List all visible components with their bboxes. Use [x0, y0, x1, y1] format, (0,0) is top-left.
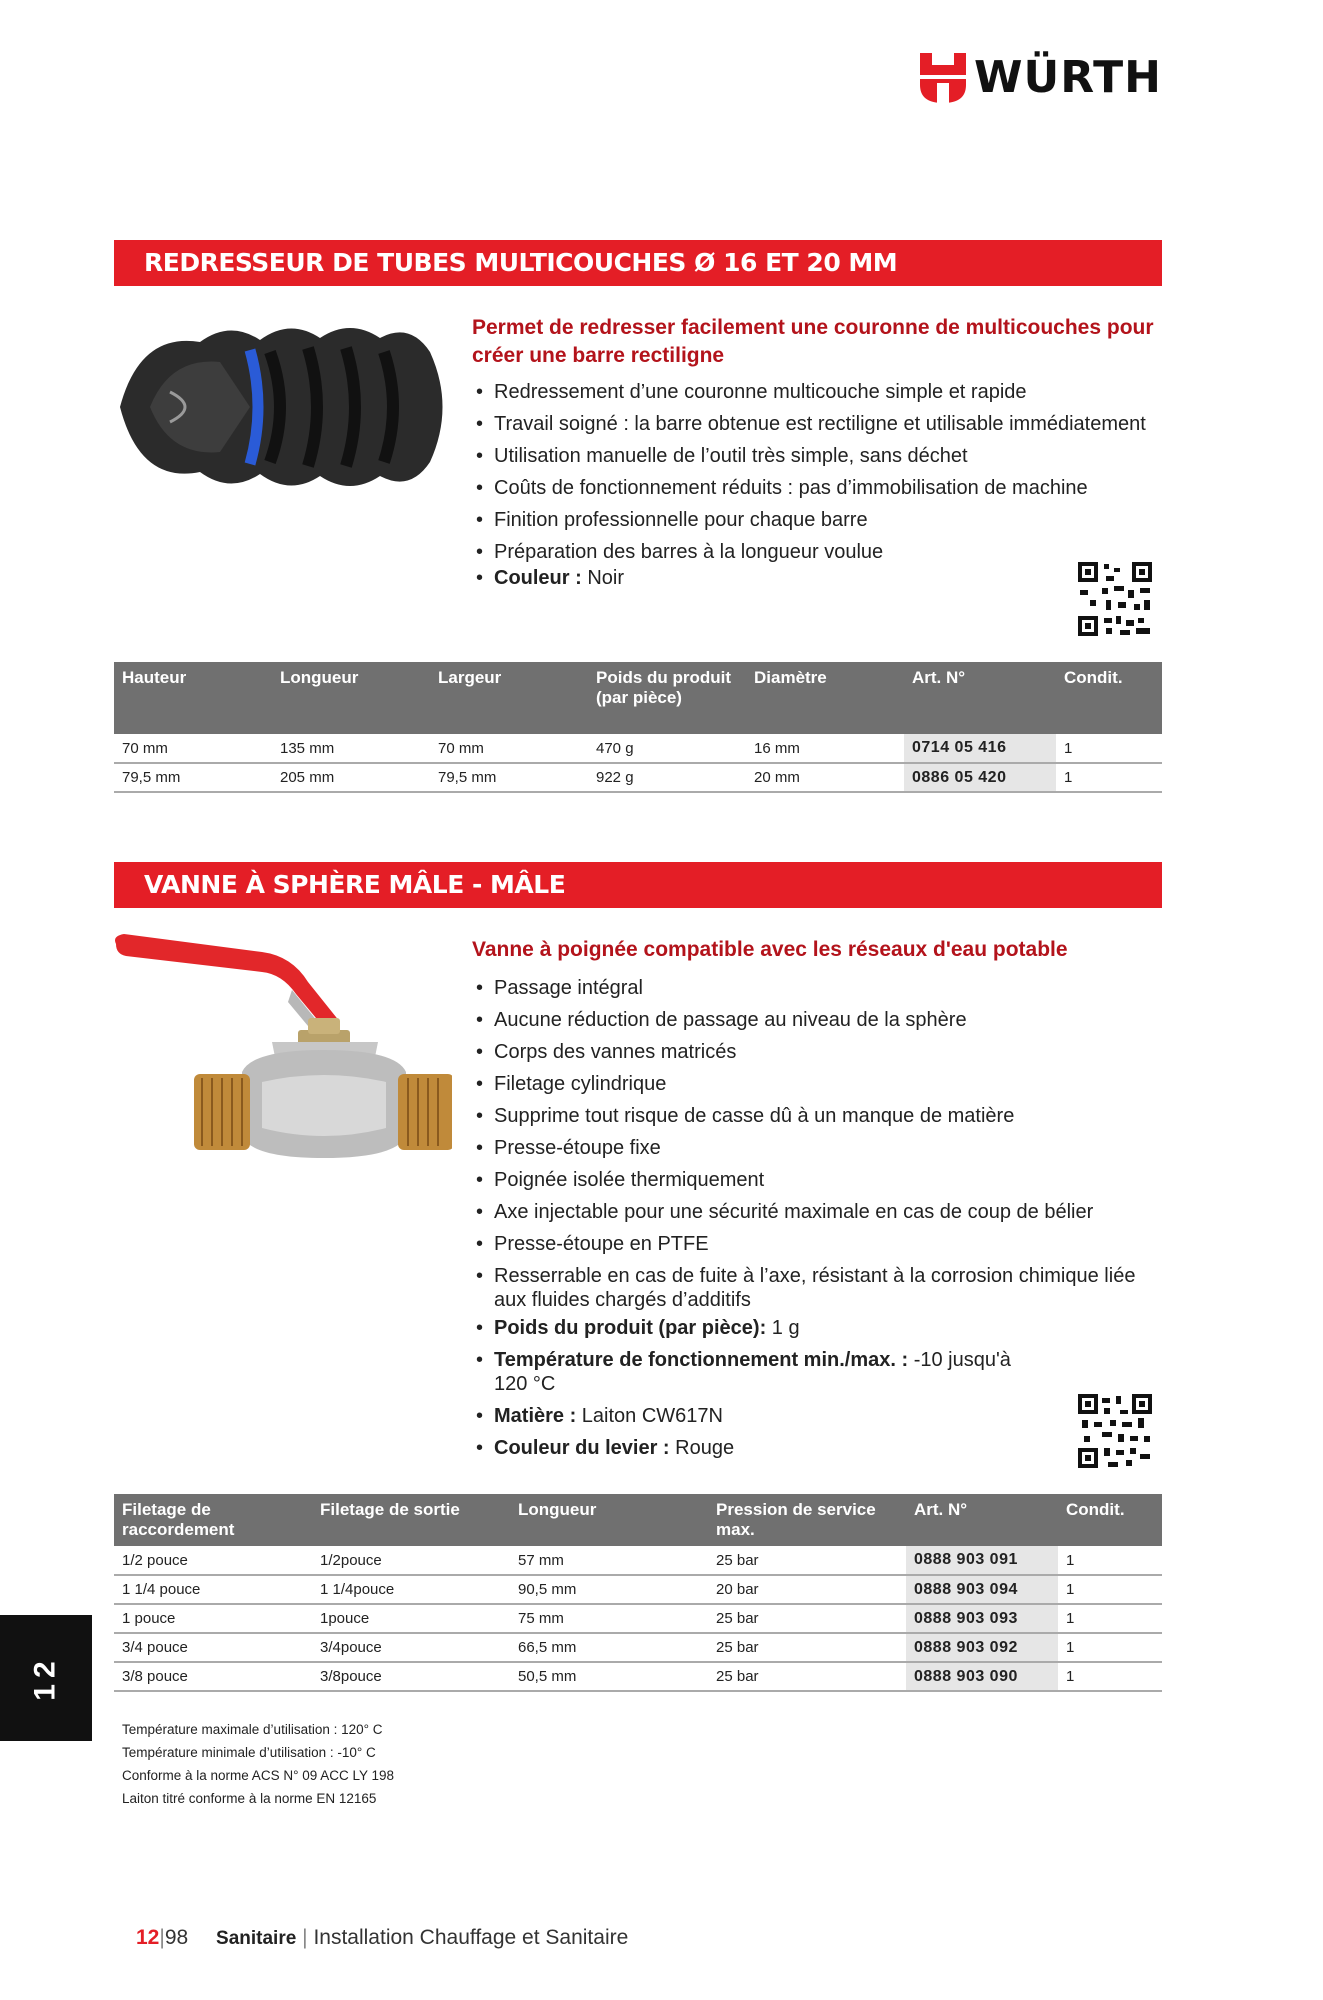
feature-item: • Corps des vannes matricés	[472, 1040, 1172, 1064]
section-1-title: REDRESSEUR DE TUBES MULTICOUCHES Ø 16 ET 20 MM	[114, 240, 1162, 286]
column-header: Pression de service max.	[708, 1494, 906, 1546]
property-value: 1 g	[766, 1317, 800, 1339]
table-cell: 25 bar	[708, 1662, 906, 1691]
feature-item: • Préparation des barres à la longueur voulue	[472, 540, 1172, 564]
table-cell: 90,5 mm	[510, 1575, 708, 1604]
feature-item: • Passage intégral	[472, 976, 1172, 1000]
color-spec	[472, 566, 1172, 590]
feature-item: • Filetage cylindrique	[472, 1072, 1172, 1096]
feature-item: • Finition professionnelle pour chaque barre	[472, 508, 1172, 532]
table-row	[114, 1546, 1162, 1575]
table-cell: 25 bar	[708, 1546, 906, 1575]
chapter-side-tab[interactable]	[0, 1615, 92, 1741]
wurth-logo	[920, 52, 1162, 103]
table-cell: 1 pouce	[114, 1604, 312, 1633]
section-2-spec-table	[114, 1494, 1162, 1692]
table-cell: 25 bar	[708, 1604, 906, 1633]
section-1-features	[472, 380, 1172, 598]
feature-item: • Aucune réduction de passage au niveau de la sphère	[472, 1008, 1172, 1032]
article-number[interactable]: 0888 903 092	[906, 1633, 1058, 1662]
property-temperature	[472, 1348, 1032, 1396]
column-header: Filetage de sortie	[312, 1494, 510, 1546]
table-cell: 20 bar	[708, 1575, 906, 1604]
section-1-intro: Permet de redresser facilement une couronne de multicouches pour créer une barre rectiligne	[472, 316, 1154, 367]
feature-item: • Presse-étoupe fixe	[472, 1136, 1172, 1160]
property-label: Température de fonctionnement min./max. :	[494, 1349, 909, 1371]
table-cell: 70 mm	[114, 734, 272, 763]
table-cell: 25 bar	[708, 1633, 906, 1662]
table-cell: 1/2 pouce	[114, 1546, 312, 1575]
article-number[interactable]: 0714 05 416	[904, 734, 1056, 763]
table-cell: 1 1/4 pouce	[114, 1575, 312, 1604]
table-row	[114, 1662, 1162, 1691]
technical-notes	[122, 1718, 394, 1810]
feature-item: • Travail soigné : la barre obtenue est rectiligne et utilisable immédiatement	[472, 412, 1172, 436]
section-2-intro: Vanne à poignée compatible avec les réseaux d'eau potable	[472, 938, 1068, 961]
footer-separator: |	[159, 1926, 165, 1949]
property-label: Couleur du levier :	[494, 1437, 670, 1459]
table-cell: 1	[1058, 1633, 1162, 1662]
table-cell: 57 mm	[510, 1546, 708, 1575]
color-value: Noir	[587, 567, 625, 589]
table-cell: 1	[1058, 1662, 1162, 1691]
feature-item: • Supprime tout risque de casse dû à un manque de matière	[472, 1104, 1172, 1128]
table-cell: 79,5 mm	[114, 763, 272, 792]
section-2-features	[472, 976, 1172, 1468]
table-cell: 50,5 mm	[510, 1662, 708, 1691]
brand-name: WÜRTH	[974, 52, 1163, 103]
table-cell: 3/8pouce	[312, 1662, 510, 1691]
footer-category: Sanitaire	[216, 1928, 297, 1949]
table-cell: 1	[1058, 1575, 1162, 1604]
column-header: Filetage de raccordement	[114, 1494, 312, 1546]
table-cell: 470 g	[588, 734, 746, 763]
page-footer	[136, 1926, 628, 1950]
table-cell: 3/8 pouce	[114, 1662, 312, 1691]
property-value: Rouge	[669, 1437, 735, 1459]
table-cell: 1/2pouce	[312, 1546, 510, 1575]
column-header: Poids du produit (par pièce)	[588, 662, 746, 734]
footer-page-number: 98	[164, 1926, 189, 1949]
table-cell: 1	[1058, 1604, 1162, 1633]
property-value: Laiton CW617N	[576, 1405, 723, 1427]
footer-subtitle: Installation Chauffage et Sanitaire	[313, 1926, 629, 1949]
note-line: Laiton titré conforme à la norme EN 12165	[122, 1791, 377, 1806]
article-number[interactable]: 0888 903 094	[906, 1575, 1058, 1604]
feature-item: • Coûts de fonctionnement réduits : pas d’immobilisation de machine	[472, 476, 1172, 500]
wurth-logo-icon	[920, 53, 966, 103]
article-number[interactable]: 0888 903 090	[906, 1662, 1058, 1691]
table-row	[114, 763, 1162, 792]
table-cell: 1	[1056, 763, 1162, 792]
property-value: -10 jusqu'à 120 °C	[494, 1349, 1011, 1395]
table-cell: 922 g	[588, 763, 746, 792]
property-material	[472, 1404, 1172, 1428]
property-lever-color	[472, 1436, 1172, 1460]
column-header: Longueur	[272, 662, 430, 734]
article-number[interactable]: 0888 903 091	[906, 1546, 1058, 1575]
table-cell: 79,5 mm	[430, 763, 588, 792]
article-number[interactable]: 0886 05 420	[904, 763, 1056, 792]
feature-item: • Poignée isolée thermiquement	[472, 1168, 1172, 1192]
footer-chapter: 12	[136, 1926, 160, 1949]
table-cell: 3/4 pouce	[114, 1633, 312, 1662]
table-row	[114, 734, 1162, 763]
ball-valve-image	[112, 932, 452, 1167]
note-line: Température maximale d’utilisation : 120° C	[122, 1722, 383, 1737]
note-line: Température minimale d’utilisation : -10° C	[122, 1745, 376, 1760]
property-label: Matière :	[494, 1405, 577, 1427]
column-header: Longueur	[510, 1494, 708, 1546]
column-header: Largeur	[430, 662, 588, 734]
qr-code-icon[interactable]	[1076, 560, 1154, 638]
table-header-row	[114, 662, 1162, 734]
qr-code-icon[interactable]	[1076, 1392, 1154, 1470]
column-header: Art. N°	[906, 1494, 1058, 1546]
table-cell: 1	[1056, 734, 1162, 763]
column-header: Condit.	[1058, 1494, 1162, 1546]
property-label: Poids du produit (par pièce):	[494, 1317, 767, 1339]
table-cell: 16 mm	[746, 734, 904, 763]
table-cell: 66,5 mm	[510, 1633, 708, 1662]
column-header: Art. N°	[904, 662, 1056, 734]
table-cell: 20 mm	[746, 763, 904, 792]
column-header: Hauteur	[114, 662, 272, 734]
table-cell: 75 mm	[510, 1604, 708, 1633]
feature-item: • Resserrable en cas de fuite à l’axe, résistant à la corrosion chimique liée aux fluides chargés d’additifs	[472, 1264, 1172, 1312]
table-cell: 1 1/4pouce	[312, 1575, 510, 1604]
column-header: Condit.	[1056, 662, 1162, 734]
table-cell: 3/4pouce	[312, 1633, 510, 1662]
table-cell: 135 mm	[272, 734, 430, 763]
note-line: Conforme à la norme ACS N° 09 ACC LY 198	[122, 1768, 395, 1783]
pipe-straightener-image	[110, 312, 450, 507]
table-cell: 1pouce	[312, 1604, 510, 1633]
color-label: Couleur :	[494, 567, 582, 589]
property-weight	[472, 1316, 1172, 1340]
chapter-number: 12	[29, 1655, 62, 1701]
feature-item: • Axe injectable pour une sécurité maximale en cas de coup de bélier	[472, 1200, 1172, 1224]
table-cell: 70 mm	[430, 734, 588, 763]
feature-item: • Utilisation manuelle de l’outil très simple, sans déchet	[472, 444, 1172, 468]
table-row	[114, 1604, 1162, 1633]
table-cell: 205 mm	[272, 763, 430, 792]
section-2-title: VANNE À SPHÈRE MÂLE - MÂLE	[114, 862, 1162, 908]
feature-item: • Redressement d’une couronne multicouche simple et rapide	[472, 380, 1172, 404]
table-row	[114, 1633, 1162, 1662]
column-header: Diamètre	[746, 662, 904, 734]
feature-item: • Presse-étoupe en PTFE	[472, 1232, 1172, 1256]
section-1-spec-table	[114, 662, 1162, 793]
table-row	[114, 1575, 1162, 1604]
table-header-row	[114, 1494, 1162, 1546]
article-number[interactable]: 0888 903 093	[906, 1604, 1058, 1633]
footer-divider: |	[302, 1926, 308, 1949]
table-cell: 1	[1058, 1546, 1162, 1575]
